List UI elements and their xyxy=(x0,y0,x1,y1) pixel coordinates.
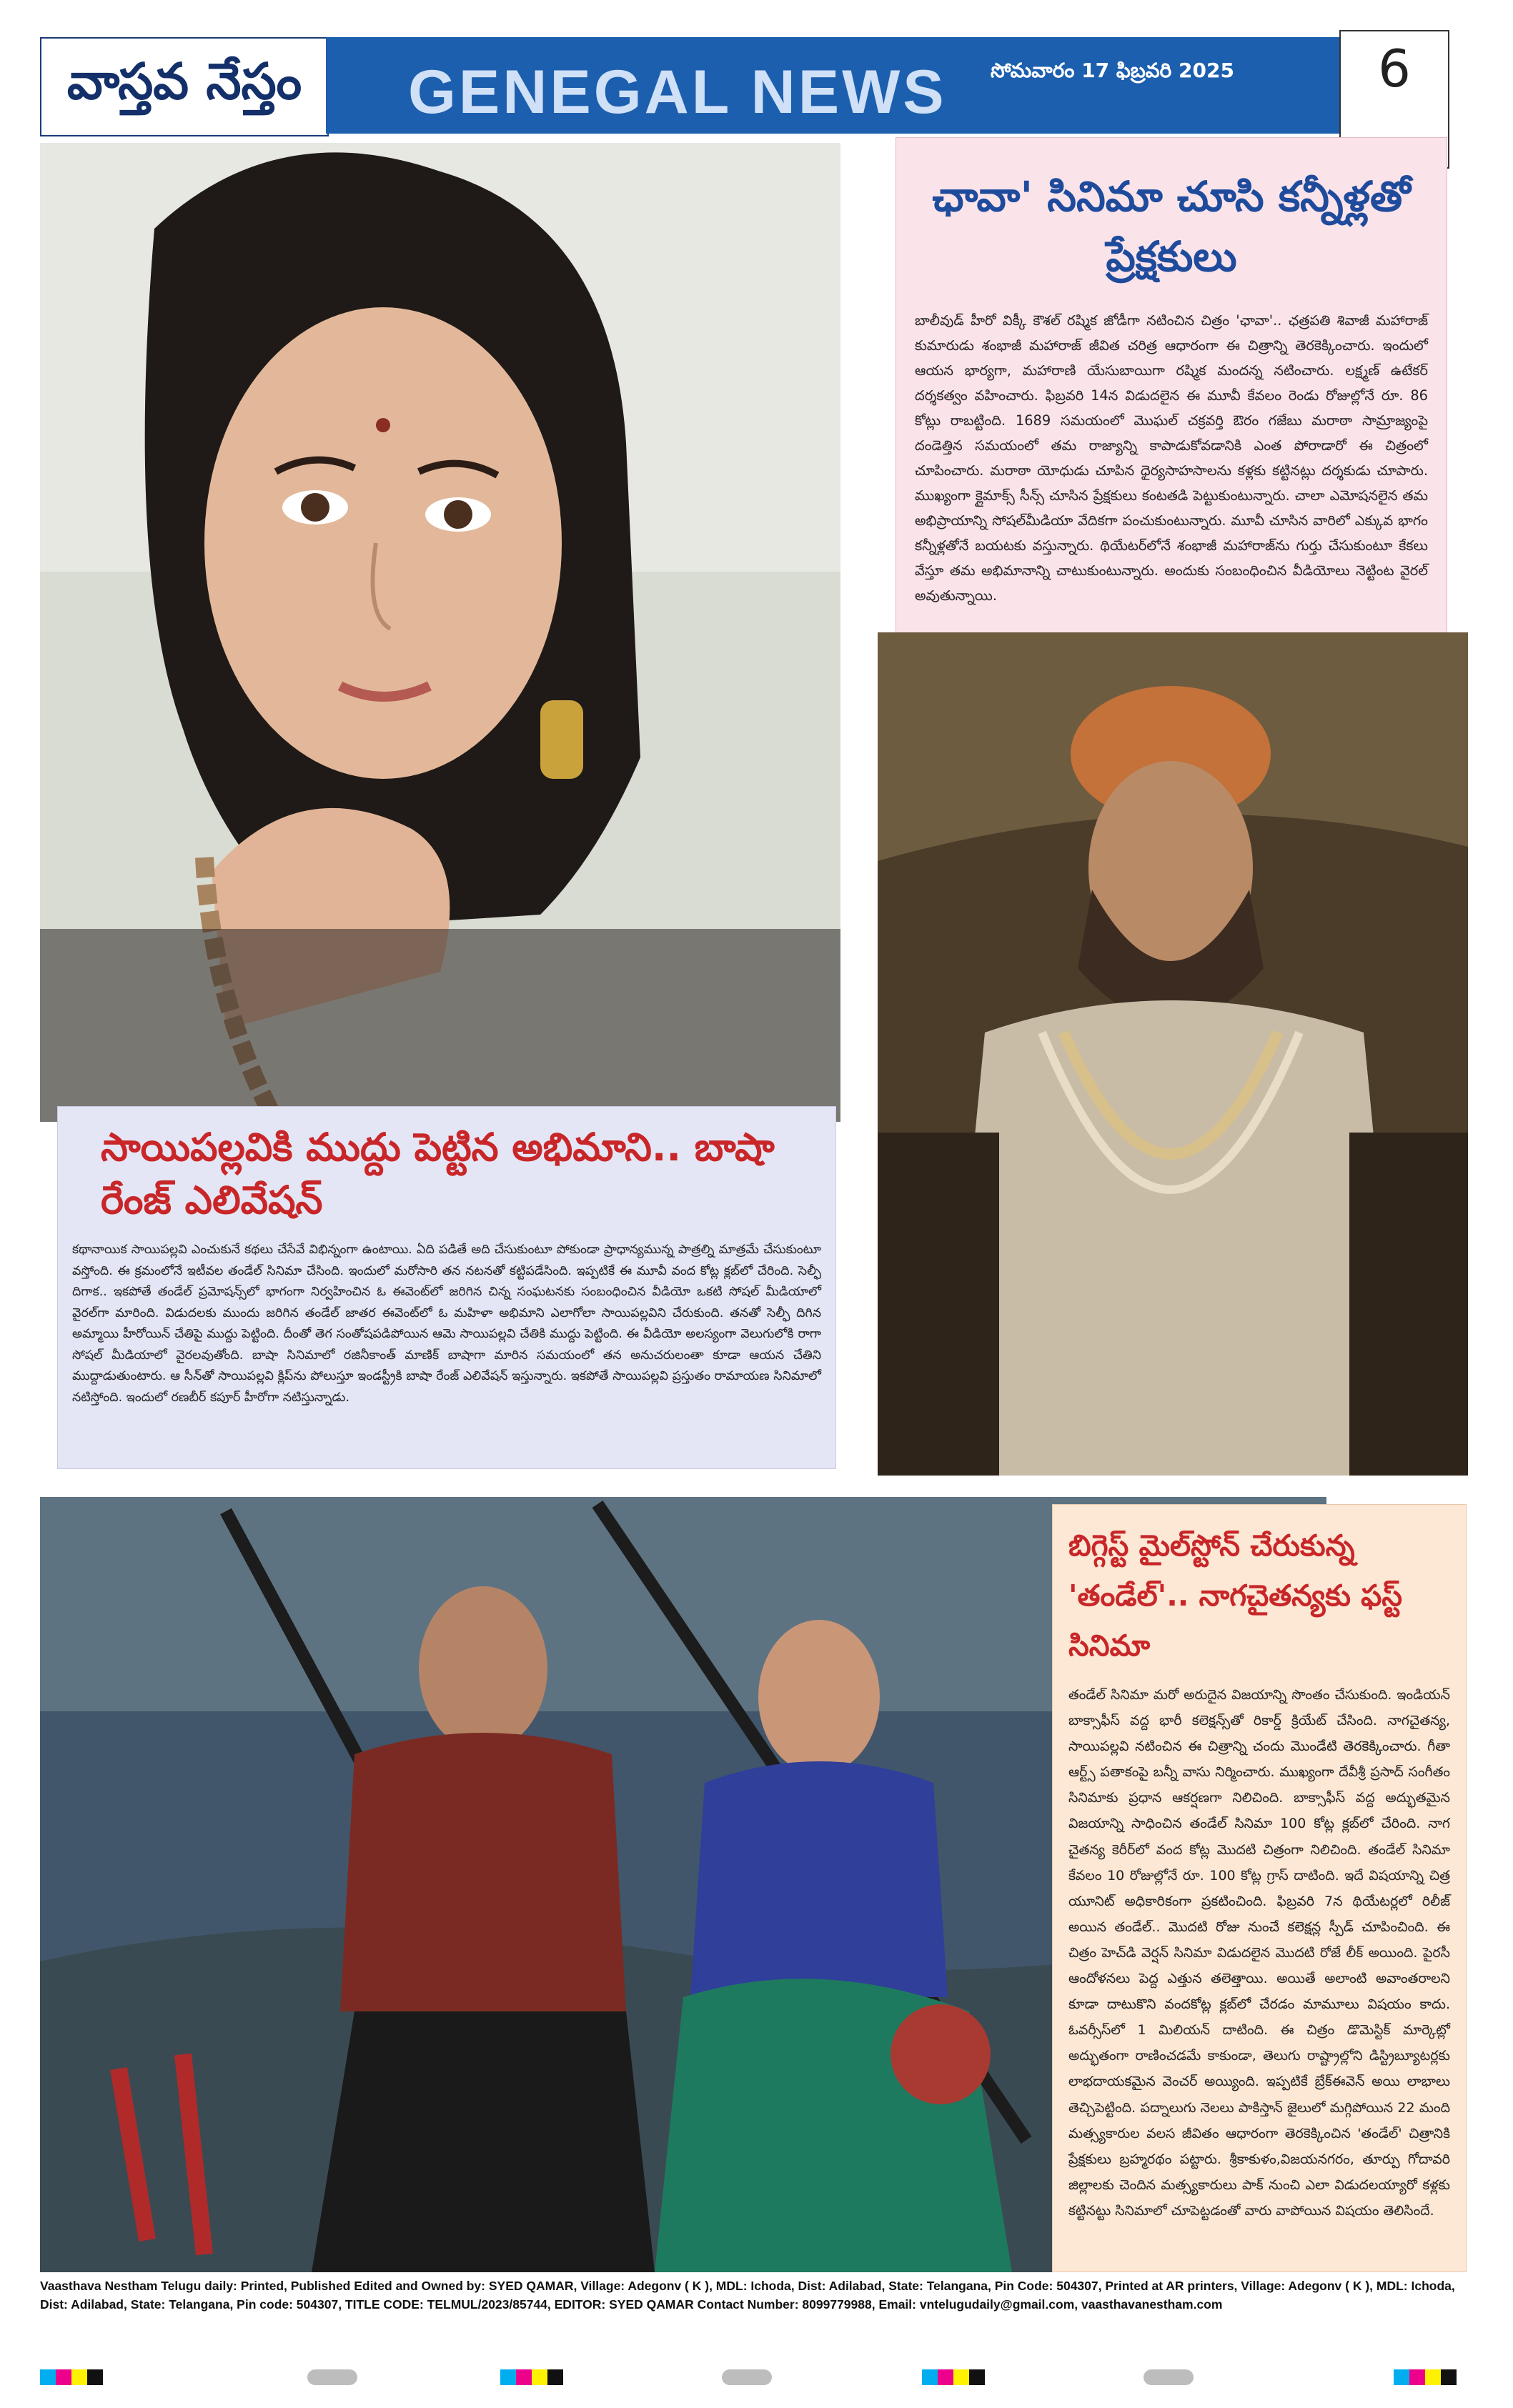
logo-text: వాస్తవ నేస్తం xyxy=(66,51,302,111)
film-still-illustration xyxy=(878,632,1468,1476)
newspaper-logo xyxy=(40,37,329,136)
registration-pill xyxy=(722,2369,772,2385)
article-chhaava-body: బాలీవుడ్ హీరో విక్కీ కౌశల్ రష్మిక జోడీగా నటించిన చిత్రం 'ఛావా'.. ఛత్రపతి శివాజీ మహారాజ్ కుమారుడు శంభాజీ మహారాజ్ జీవిత చరిత్ర ఆధారంగా ఈ చిత్రాన్ని తెరకెక్కించారు. ఇందులో ఆయన భార్యగా, మహారాణి యేసుబాయిగా రష్మిక మందన్న నటించారు. లక్ష్మణ్ ఉటేకర్ దర్శకత్వం వహించారు. ఫిబ్రవరి 14న విడుదలైన ఈ మూవీ కేవలం రెండు రోజుల్లోనే రూ. 86 కోట్లు రాబట్టింది. 1689 సమయంలో మొఘల్ చక్రవర్తి ఔరం గజేబు మరాఠా సామ్రాజ్యంపై దండెత్తిన సమయంలో తమ రాజ్యాన్ని కాపాడుకోవడానికి ఎంత పోరాడారో ఈ చిత్రంలో చూపించారు. మరాఠా యోధుడు చూపిన ధైర్యసాహసాలను కళ్లకు కట్టినట్లు దర్శకుడు చూపారు. ముఖ్యంగా క్లైమాక్స్ సీన్స్ చూసిన ప్రేక్షకులు కంటతడి పెట్టుకుంటున్నారు. చాలా ఎమోషనలైన తమ అభిప్రాయాన్ని సోషల్‌మీడియా వేదికగా పంచుకుంటున్నారు. మూవీ చూసిన వారిలో ఎక్కువ భాగం కన్నీళ్లతోనే బయటకు వస్తున్నారు. థియేటర్‌లోనే శంభాజీ మహారాజ్‌ను గుర్తు చేసుకుంటూ కేకలు వేస్తూ తమ అభిమానాన్ని చాటుకుంటున్నారు. అందుకు సంబంధించిన వీడియోలు నెట్టింట వైరల్ అవుతున్నాయి. xyxy=(915,312,1428,604)
article-thandel xyxy=(1052,1504,1467,2272)
registration-pill xyxy=(1144,2369,1194,2385)
article-sai-body: కథానాయిక సాయిపల్లవి ఎంచుకునే కథలు చేసేవే విభిన్నంగా ఉంటాయి. ఏది పడితే అది చేసుకుంటూ పోకుండా ప్రాధాన్యమున్న పాత్రల్ని మాత్రమే చేసుకుంటూ వస్తోంది. ఈ క్రమంలోనే ఇటీవల తండేల్ సినిమా చేసింది. ఇందులో మరోసారి తన నటనతో కట్టిపడేసింది. ఇప్పటికే ఈ మూవీ వంద కోట్ల క్లబ్‌లో చేరింది. సెల్ఫీ దిగాక.. ఇకపోతే తండేల్ ప్రమోషన్స్‌లో భాగంగా నిర్వహించిన ఓ ఈవెంట్‌లో జరిగిన చిన్న సంఘటనకు సంబంధించిన వీడియో ఒకటి సోషల్ మీడియాలో వైరల్‌గా మారింది. విడుదలకు ముందు జరిగిన తండేల్ జాతర ఈవెంట్‌లో ఓ మహిళా అభిమాని ఎలాగోలా సాయిపల్లవిని చేరుకుంది. తనతో సెల్ఫీ దిగిన అమ్మాయి హీరోయిన్ చేతిపై ముద్దు పెట్టింది. దీంతో తెగ సంతోషపడిపోయిన ఆమె సాయిపల్లవి చేతికి ముద్దు పెట్టింది. ఈ వీడియో అలస్యంగా వెలుగులోకి రాగా సోషల్ మీడియాలో వైరలవుతోంది. బాషా సినిమాలో రజినీకాంత్ మాణిక్ బాషాగా మారిన సమయంలో తన అనుచరులంతా కూడా ఆయన చేతిని ముద్దాడుతుంటారు. ఆ సీన్‌తో సాయిపల్లవి క్లిప్‌ను పోలుస్తూ ఇండస్ట్రీకి బాషా రేంజ్ ఎలివేషన్ ఇస్తున్నారు. ఇకపోతే సాయిపల్లవి ప్రస్తుతం రామాయణ సినిమాలో నటిస్తోంది. ఇందులో రణబీర్ కపూర్ హీరోగా నటిస్తున్నాడు. xyxy=(72,1243,821,1405)
article-sai-pallavi xyxy=(57,1106,836,1469)
masthead xyxy=(40,37,1454,134)
article-chhaava xyxy=(896,137,1447,646)
section-title: GENEGAL NEWS xyxy=(408,58,947,126)
chhaava-film-still xyxy=(878,632,1468,1476)
color-registration-bar xyxy=(922,2369,985,2385)
article-chhaava-headline: ఛావా' సినిమా చూసి కన్నీళ్లతో ప్రేక్షకులు xyxy=(932,172,1411,281)
color-registration-bar xyxy=(40,2369,103,2385)
issue-date: సోమవారం 17 ఫిబ్రవరి 2025 xyxy=(991,59,1234,82)
article-thandel-headline: బిగ్గెస్ట్ మైల్‌స్టోన్ చేరుకున్న 'తండేల్'.. నాగచైతన్యకు ఫస్ట్ సినిమా xyxy=(1068,1528,1403,1663)
portrait-illustration xyxy=(40,143,840,1122)
sai-pallavi-photo xyxy=(40,143,840,1122)
page-number: 6 xyxy=(1378,39,1411,99)
registration-pill xyxy=(307,2369,357,2385)
imprint-footer xyxy=(40,2277,1462,2341)
color-registration-bar xyxy=(1394,2369,1457,2385)
article-sai-headline: సాయిపల్లవికి ముద్దు పెట్టిన అభిమాని.. బాషా రేంజ్ ఎలివేషన్ xyxy=(101,1125,775,1223)
color-registration-bar xyxy=(500,2369,563,2385)
article-thandel-body: తండేల్ సినిమా మరో అరుదైన విజయాన్ని సొంతం చేసుకుంది. ఇండియన్ బాక్సాఫీస్ వద్ద భారీ కలెక్షన్స్‌తో రికార్డ్ క్రియేట్ చేసింది. నాగచైతన్య, సాయిపల్లవి నటించిన ఈ చిత్రాన్ని చందు మొండేటి తెరకెక్కించారు. గీతా ఆర్ట్స్ పతాకంపై బన్నీ వాసు నిర్మించారు. ముఖ్యంగా దేవీశ్రీ ప్రసాద్ సంగీతం సినిమాకు ప్రధాన ఆకర్షణగా నిలిచింది. బాక్సాఫీస్ వద్ద అద్భుతమైన విజయాన్ని సాధించిన తండేల్ సినిమా 100 కోట్ల క్లబ్‌లో చేరింది. నాగ చైతన్య కెరీర్‌లో వంద కోట్ల మొదటి చిత్రంగా నిలిచింది. తండేల్ సినిమా కేవలం 10 రోజుల్లోనే రూ. 100 కోట్ల గ్రాస్ దాటింది. ఇదే విషయాన్ని చిత్ర యూనిట్ అధికారికంగా ప్రకటించింది. ఫిబ్రవరి 7న థియేటర్లలో రిలీజ్ అయిన తండేల్.. మొదటి రోజు నుంచే కలెక్షన్ల స్పీడ్ చూపించింది. ఈ చిత్రం హెచ్‌డి వెర్షన్ సినిమా విడుదలైన మొదటి రోజే లీక్ అయింది. పైరసీ ఆందోళనలు పెద్ద ఎత్తున తలెత్తాయి. అయితే అలాంటి అవాంతరాలని కూడా దాటుకొని వందకోట్ల క్లబ్‌లో చేరడం మామూలు విషయం కాదు. ఓవర్సీస్‌లో 1 మిలియన్ దాటింది. ఈ చిత్రం డొమెస్టిక్ మార్కెట్లో అద్భుతంగా రాణించడమే కాకుండా, తెలుగు రాష్ట్రాల్లోని డిస్ట్రిబ్యూటర్లకు లాభదాయకమైన వెంచర్ అయ్యింది. ఇప్పటికే బ్రేక్‌ఈవెన్ అయి లాభాలు తెచ్చిపెట్టింది. పద్నాలుగు నెలలు పాకిస్తాన్ జైలులో మగ్గిపోయిన 22 మంది మత్స్యకారుల వలస జీవితం ఆధారంగా తెరకెక్కించిన 'తండేల్' చిత్రానికి ప్రేక్షకులు బ్రహ్మరథం పట్టారు. శ్రీకాకుళం,విజయనగరం, తూర్పు గోదావరి జిల్లాలకు చెందిన మత్స్యకారులు పాక్ నుంచి ఎలా విడుదలయ్యారో కళ్లకు కట్టినట్టు సినిమాలో చూపెట్టడంతో వారు వాపోయిన విషయం తెలిసిందే. xyxy=(1068,1687,1450,2219)
imprint-text: Vaasthava Nestham Telugu daily: Printed, Published Edited and Owned by: SYED QAMAR, Village: Adegonv ( K ), MDL: Ichoda, Dist: Adilabad, State: Telangana, Pin Code: 504307, Printed at AR printers, Village: Adegonv ( K ), MDL: Ichoda, Dist: Adilabad, State: Telangana, Pin code: 504307, TITLE CODE: TELMUL/2023/85744, EDITOR: SYED QAMAR Contact Number: 8099779988, Email: vntelugudaily@gmail.com, vaasthavanestham.com xyxy=(40,2279,1455,2312)
